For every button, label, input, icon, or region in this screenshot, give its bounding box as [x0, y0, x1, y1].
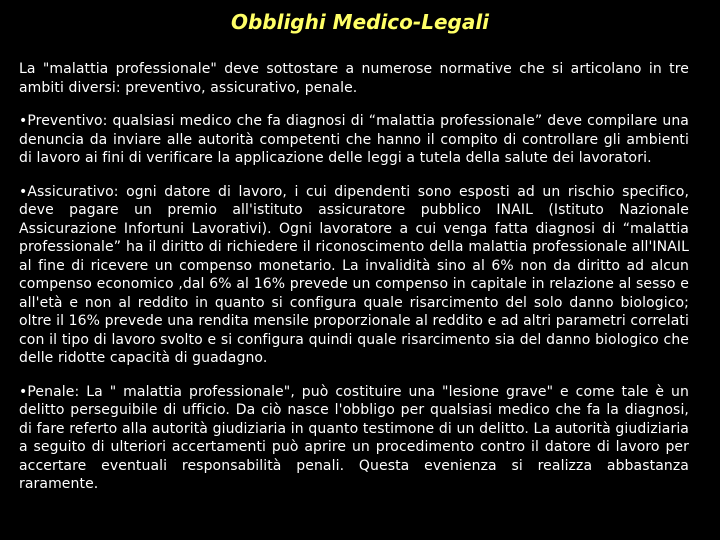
slide-body — [19, 60, 689, 494]
paragraph-intro: La "malattia professionale" deve sottostare a numerose normative che si articolano in tre ambiti diversi: preventivo, assicurativo, penale. — [19, 61, 689, 96]
paragraph-preventivo: •Preventivo: qualsiasi medico che fa diagnosi di “malattia professionale” deve compilare una denuncia da inviare alle autorità competenti che hanno il compito di controllare gli ambienti di lavoro ai fini di verificare la applicazione delle leggi a tutela della salute dei lavoratori. — [19, 113, 689, 166]
slide-title: Obblighi Medico-Legali — [230, 10, 490, 34]
paragraph-penale: •Penale: La " malattia professionale", può costituire una "lesione grave" e come tale è un delitto perseguibile di ufficio. Da ciò nasce l'obbligo per qualsiasi medico che fa la diagnosi, di fare referto alla autorità giudiziaria in quanto testimone di un delitto. La autorità giudiziaria a seguito di ulteriori accertamenti può aprire un procedimento contro il datore di lavoro per accertare eventuali responsabilità penali. Questa evenienza si realizza abbastanza raramente. — [19, 383, 689, 492]
paragraph-assicurativo: •Assicurativo: ogni datore di lavoro, i cui dipendenti sono esposti ad un rischio specifico, deve pagare un premio all'istituto assicuratore pubblico INAIL (Istituto Nazionale Assicurazione Infortuni Lavorativi). Ogni lavoratore a cui venga fatta diagnosi di “malattia professionale” ha il diritto di richiedere il riconoscimento della malattia professionale all'INAIL al fine di ricevere un compenso monetario. La invalidità sino al 6% non da diritto ad alcun compenso economico ,dal 6% al 16% prevede un compenso in capitale in relazione al sesso e all'età e non al reddito in quanto si configura quale risarcimento del solo danno biologico; oltre il 16% prevede una rendita mensile proporzionale al reddito e ad altri parametri correlati con il tipo di lavoro svolto e si configura quindi quale risarcimento sia del danno biologico che delle ridotte capacità di guadagno. — [19, 183, 689, 366]
